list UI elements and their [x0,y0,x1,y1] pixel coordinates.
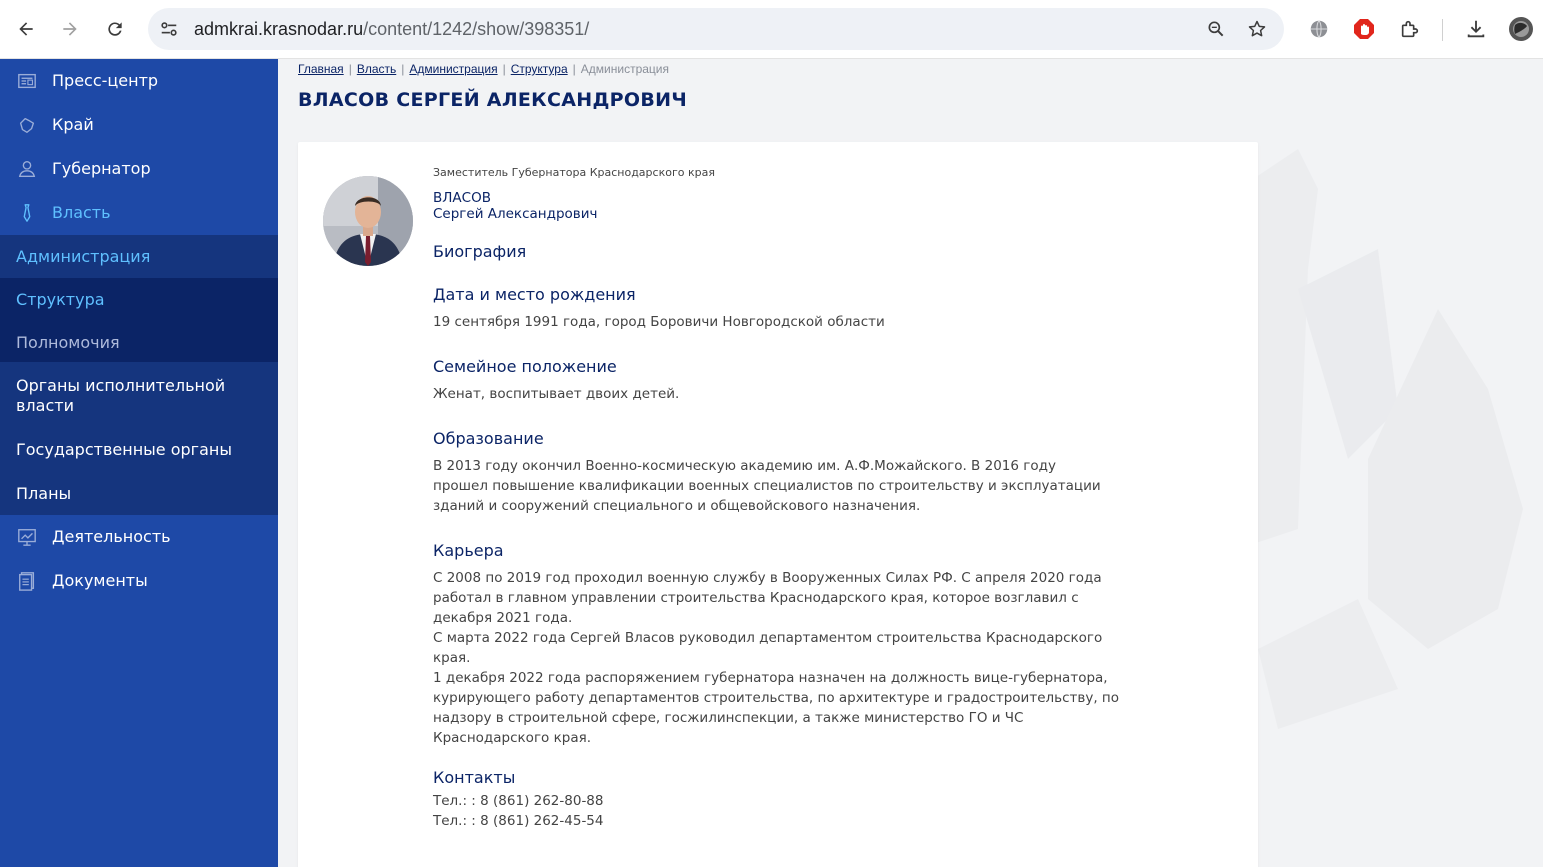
breadcrumb-link-administration[interactable]: Администрация [409,62,498,76]
sidebar-nav [0,59,278,867]
person-given-names: Сергей Александрович [433,206,598,222]
person-icon [16,158,38,180]
back-icon[interactable] [7,10,45,48]
breadcrumb: Главная | Власть | Администрация | Структура | Администрация [298,62,669,76]
adblock-extension-icon[interactable] [1351,16,1377,42]
sidebar-item-label: Власть [52,203,111,222]
chart-icon [16,526,38,548]
career-text-1: С 2008 по 2019 год проходил военную службу в Вооруженных Силах РФ. С апреля 2020 года работал в главном управлении строительства Краснодарского края, которое возглавил с декабря 2021 года. [433,570,1102,626]
profile-card [298,142,1258,867]
browser-toolbar [0,0,1543,59]
sidebar-item-activity[interactable] [0,515,278,559]
toolbar-divider [1442,19,1443,41]
newspaper-icon [16,70,38,92]
sidebar-item-label: Край [52,115,94,134]
sidebar-item-label: Пресс-центр [52,71,159,90]
sidebar-item-documents[interactable] [0,559,278,603]
sidebar-subitem-structure[interactable] [0,278,278,320]
education-text: В 2013 году окончил Военно-космическую академию им. А.Ф.Можайского. В 2016 году прошел повышение квалификации военных специалистов по строительству и эксплуатации зданий и сооружений специального и общевойскового назначения. [433,458,1101,514]
birth-text: 19 сентября 1991 года, город Боровичи Новгородской области [433,314,885,330]
sidebar-subitem-group [0,362,278,515]
sidebar-item-region[interactable] [0,103,278,147]
sidebar-subitem-administration[interactable] [0,235,278,278]
sidebar-subitem-state-bodies[interactable]: Государственные органы [16,440,232,459]
document-icon [16,570,38,592]
sidebar-item-press-center[interactable] [0,59,278,103]
sidebar-item-label: Губернатор [52,159,151,178]
sidebar-subitem-plans[interactable]: Планы [16,484,72,503]
breadcrumb-link-structure[interactable]: Структура [510,62,568,76]
sidebar-item-power[interactable] [0,191,278,235]
address-bar[interactable] [148,8,1284,50]
breadcrumb-link-home[interactable]: Главная [298,62,344,76]
career-text-2: С марта 2022 года Сергей Власов руководил департаментом строительства Краснодарского края. [433,630,1103,666]
phone-2[interactable]: Тел.: : 8 (861) 262-45-54 [433,813,604,829]
person-surname: ВЛАСОВ [433,190,491,206]
zoom-icon[interactable] [1205,18,1227,40]
biography-heading: Биография [433,242,527,261]
url-path: /content/1242/show/398351/ [363,19,590,39]
extensions-puzzle-icon[interactable] [1397,16,1423,42]
map-icon [16,114,38,136]
sidebar-subitem-powers[interactable] [0,320,278,362]
tie-icon [16,202,38,224]
sidebar-item-label: Деятельность [52,527,171,546]
career-heading: Карьера [433,541,504,560]
breadcrumb-link-power[interactable]: Власть [356,62,397,76]
globe-extension-icon[interactable] [1306,16,1332,42]
download-icon[interactable] [1463,16,1489,42]
url-host: admkrai.krasnodar.ru [194,19,364,39]
coat-of-arms-watermark-icon [1238,129,1538,729]
reload-icon[interactable] [96,10,134,48]
education-heading: Образование [433,429,544,448]
page-title: ВЛАСОВ СЕРГЕЙ АЛЕКСАНДРОВИЧ [298,89,687,111]
sidebar-subitem-label: Администрация [16,247,151,266]
sidebar-item-label: Документы [52,571,148,590]
breadcrumb-current: Администрация [580,62,669,76]
birth-heading: Дата и место рождения [433,285,636,304]
main-content [278,59,1543,867]
avatar [323,176,413,266]
sidebar-subitem-label: Полномочия [16,333,120,352]
family-heading: Семейное положение [433,357,617,376]
family-text: Женат, воспитывает двоих детей. [433,386,680,402]
sidebar-subitem-executive-bodies[interactable]: Органы исполнительной власти [16,376,226,415]
forward-icon[interactable] [51,10,89,48]
site-settings-icon[interactable] [158,18,180,40]
contacts-heading: Контакты [433,768,516,787]
profile-avatar-icon[interactable] [1508,16,1534,42]
sidebar-item-governor[interactable] [0,147,278,191]
bookmark-star-icon[interactable] [1246,18,1268,40]
position-title: Заместитель Губернатора Краснодарского края [433,166,715,179]
sidebar-subitem-label: Структура [16,290,105,309]
phone-1[interactable]: Тел.: : 8 (861) 262-80-88 [433,793,604,809]
url-text [194,19,589,40]
career-text-3: 1 декабря 2022 года распоряжением губернатора назначен на должность вице-губернатора, курирующего работу департаментов строительства, по архитектуре и градостроительству, по надзору в строительной сфере, госжилинспекции, а также министерство ГО и ЧС Краснодарского края. [433,670,1119,746]
